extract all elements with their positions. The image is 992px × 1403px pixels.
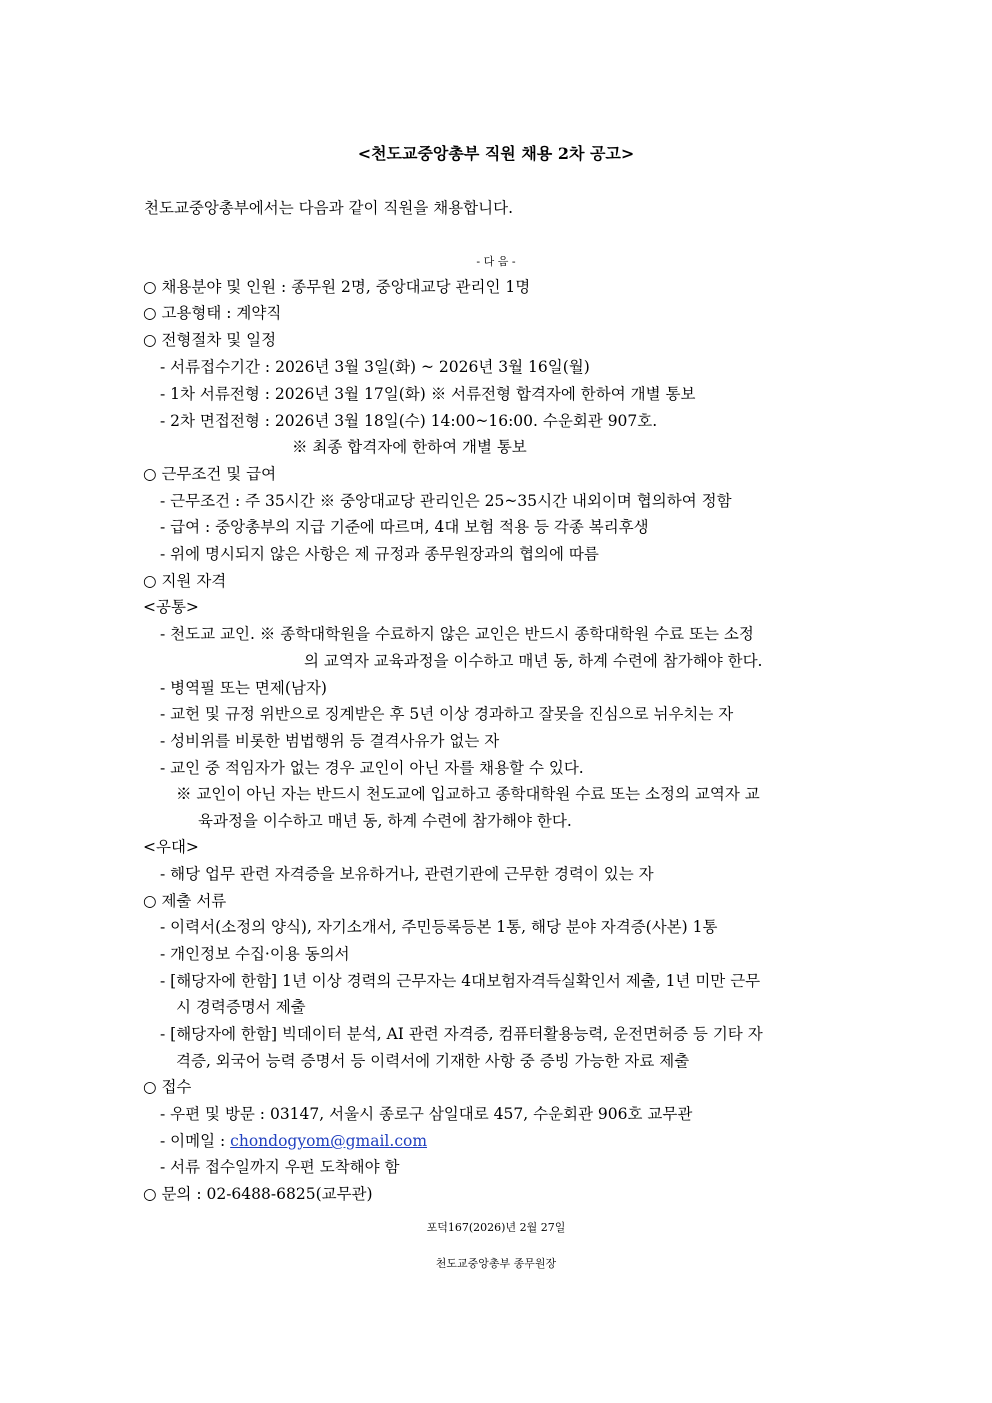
list-item: ○ 지원 자격 xyxy=(143,572,227,590)
document-date: 포덕167(2026)년 2월 27일 xyxy=(426,1221,566,1234)
list-item: - 급여 : 중앙총부의 지급 기준에 따르며, 4대 보험 적용 등 각종 복리후생 xyxy=(160,518,649,536)
email-link[interactable]: chondogyom@gmail.com xyxy=(230,1132,428,1150)
list-item: ○ 근무조건 및 급여 xyxy=(143,465,277,483)
list-item: - 교헌 및 규정 위반으로 징계받은 후 5년 이상 경과하고 잘못을 진심으로 뉘우치는 자 xyxy=(160,705,734,723)
intro-text: 천도교중앙총부에서는 다음과 같이 직원을 채용합니다. xyxy=(144,199,514,217)
list-item: - 서류 접수일까지 우편 도착해야 함 xyxy=(160,1158,400,1176)
list-item: - 이력서(소정의 양식), 자기소개서, 주민등록등본 1통, 해당 분야 자격증(사본) 1통 xyxy=(160,918,718,936)
list-item: - 우편 및 방문 : 03147, 서울시 종로구 삼일대로 457, 수운회관 906호 교무관 xyxy=(160,1105,693,1123)
list-item: ○ 고용형태 : 계약직 xyxy=(143,304,282,322)
list-item: ○ 접수 xyxy=(143,1078,192,1096)
list-item: - 교인 중 적임자가 없는 경우 교인이 아닌 자를 채용할 수 있다. xyxy=(160,759,584,777)
list-item: - 성비위를 비롯한 범법행위 등 결격사유가 없는 자 xyxy=(160,732,500,750)
list-item: ○ 제출 서류 xyxy=(143,892,227,910)
list-item: ○ 전형절차 및 일정 xyxy=(143,331,277,349)
list-item: - 위에 명시되지 않은 사항은 제 규정과 종무원장과의 협의에 따름 xyxy=(160,545,599,563)
list-item: - 근무조건 : 주 35시간 ※ 중앙대교당 관리인은 25~35시간 내외이며 협의하여 정함 xyxy=(160,492,732,510)
list-item: ○ 채용분야 및 인원 : 종무원 2명, 중앙대교당 관리인 1명 xyxy=(143,278,531,296)
subheading: <공통> xyxy=(143,598,199,616)
note-text: ※ 최종 합격자에 한하여 개별 통보 xyxy=(292,438,527,456)
section-heading: - 다 음 - xyxy=(476,255,516,268)
list-item: ○ 문의 : 02-6488-6825(교무관) xyxy=(143,1185,373,1203)
list-item: - 1차 서류전형 : 2026년 3월 17일(화) ※ 서류전형 합격자에 한하여 개별 통보 xyxy=(160,385,696,403)
signature: 천도교중앙총부 종무원장 xyxy=(435,1257,557,1270)
list-item: - 서류접수기간 : 2026년 3월 3일(화) ~ 2026년 3월 16일(월) xyxy=(160,358,590,376)
list-item: - 해당 업무 관련 자격증을 보유하거나, 관련기관에 근무한 경력이 있는 자 xyxy=(160,865,654,883)
note-text: ※ 교인이 아닌 자는 반드시 천도교에 입교하고 종학대학원 수료 또는 소정의 교역자 교 xyxy=(176,785,760,803)
subheading: <우대> xyxy=(143,838,199,856)
list-item-continuation: 시 경력증명서 제출 xyxy=(176,998,306,1016)
list-item-continuation: 의 교역자 교육과정을 이수하고 매년 동, 하계 수련에 참가해야 한다. xyxy=(304,652,763,670)
list-item xyxy=(160,1128,427,1154)
page-title: <천도교중앙총부 직원 채용 2차 공고> xyxy=(357,144,635,163)
list-item: - 개인정보 수집·이용 동의서 xyxy=(160,945,350,963)
email-label: - 이메일 : xyxy=(160,1132,231,1150)
list-item: - [해당자에 한함] 빅데이터 분석, AI 관련 자격증, 컴퓨터활용능력, 운전면허증 등 기타 자 xyxy=(160,1025,763,1043)
list-item: - 2차 면접전형 : 2026년 3월 18일(수) 14:00~16:00. 수운회관 907호. xyxy=(160,412,658,430)
list-item-continuation: 격증, 외국어 능력 증명서 등 이력서에 기재한 사항 중 증빙 가능한 자료 제출 xyxy=(176,1052,690,1070)
note-text-continuation: 육과정을 이수하고 매년 동, 하계 수련에 참가해야 한다. xyxy=(198,812,572,830)
list-item: - 병역필 또는 면제(남자) xyxy=(160,679,327,697)
list-item: - 천도교 교인. ※ 종학대학원을 수료하지 않은 교인은 반드시 종학대학원 수료 또는 소정 xyxy=(160,625,754,643)
list-item: - [해당자에 한함] 1년 이상 경력의 근무자는 4대보험자격득실확인서 제출, 1년 미만 근무 xyxy=(160,972,761,990)
